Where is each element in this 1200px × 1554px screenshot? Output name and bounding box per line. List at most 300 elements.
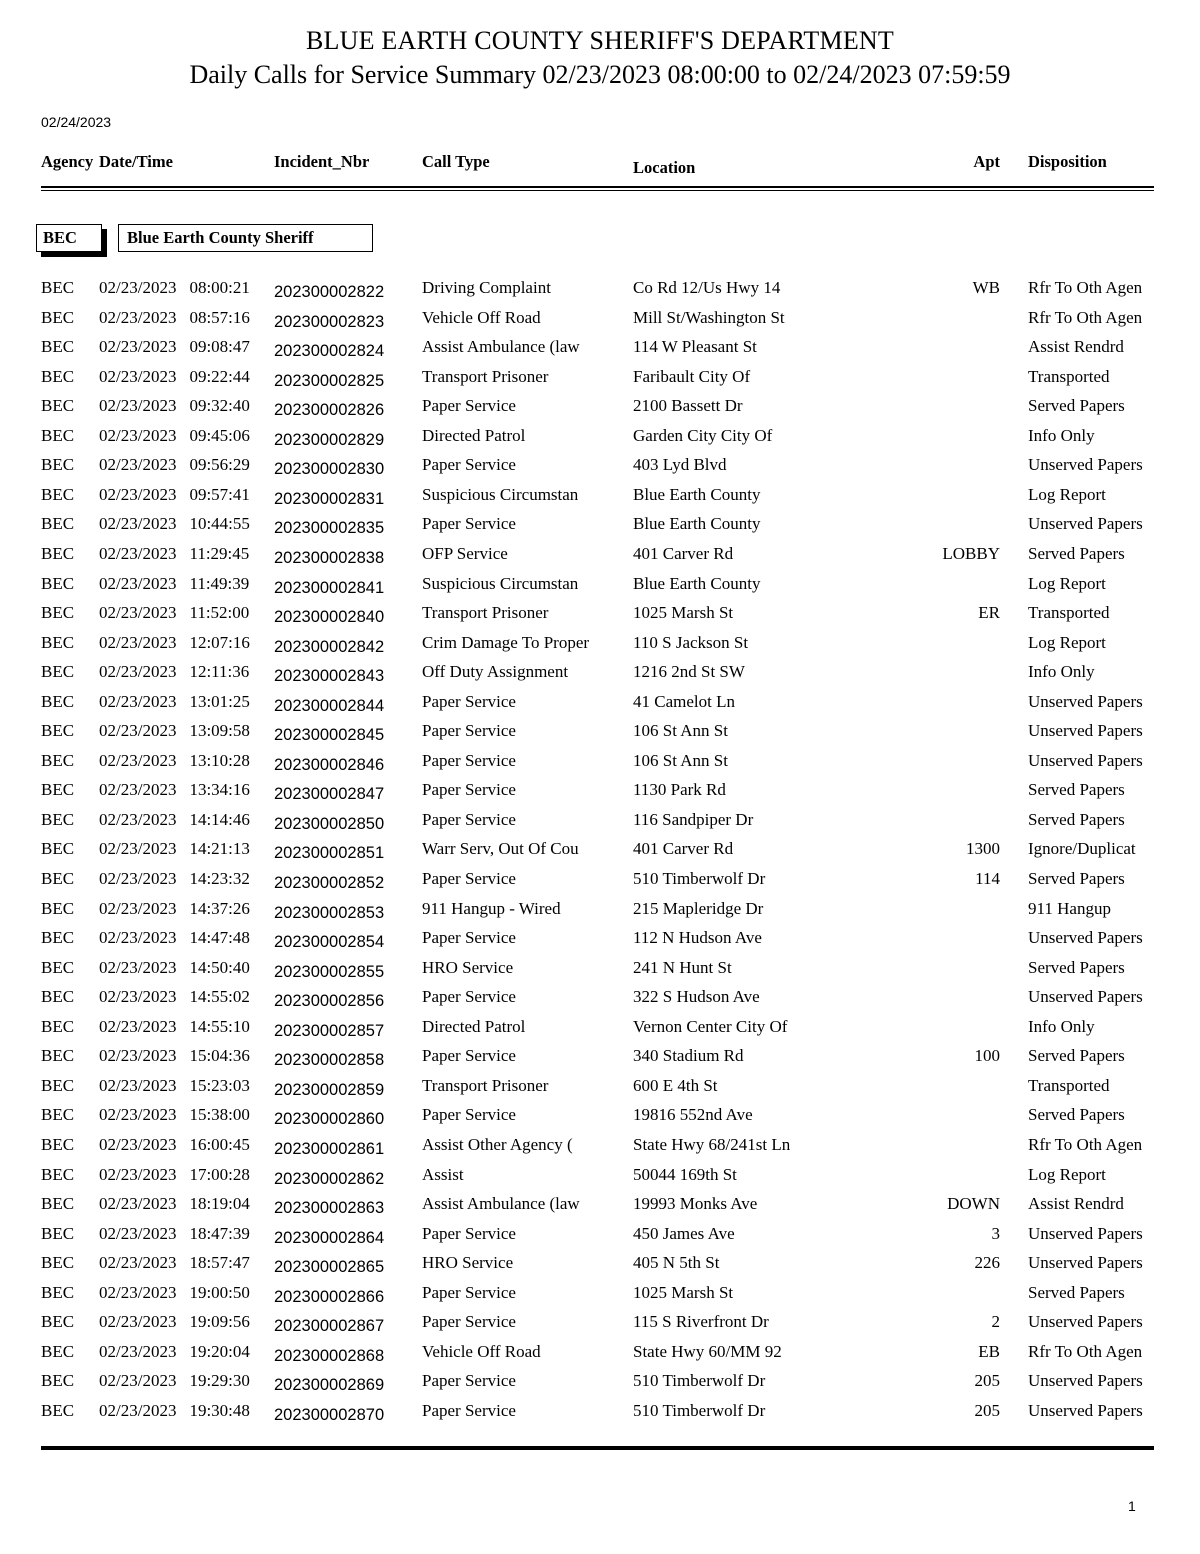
page-title: BLUE EARTH COUNTY SHERIFF'S DEPARTMENT — [306, 26, 894, 55]
cell-call-type: Paper Service — [422, 514, 516, 534]
cell-date: 02/23/2023 — [99, 987, 177, 1007]
cell-location: 510 Timberwolf Dr — [633, 869, 766, 888]
cell-apt: 226 — [974, 1253, 1000, 1273]
cell-time: 12:07:16 — [189, 632, 250, 652]
cell-call-type: 911 Hangup - Wired — [422, 898, 561, 918]
cell-incident-nbr: 202300002860 — [274, 1110, 385, 1129]
cell-disposition: Unserved Papers — [1028, 1400, 1143, 1420]
cell-location: Vernon Center City Of — [633, 1016, 788, 1036]
column-header-location: Location — [633, 158, 696, 177]
cell-agency: BEC — [41, 1223, 75, 1243]
cell-time: 09:45:06 — [189, 425, 250, 445]
cell-agency: BEC — [41, 1312, 75, 1332]
cell-agency: BEC — [41, 1341, 75, 1361]
cell-location: Mill St/Washington St — [633, 307, 785, 327]
cell-agency: BEC — [41, 691, 75, 711]
run-date: 02/24/2023 — [41, 114, 112, 130]
cell-incident-nbr: 202300002855 — [274, 962, 385, 981]
cell-location: 1025 Marsh St — [633, 603, 734, 623]
cell-time: 11:49:39 — [189, 573, 250, 593]
cell-time: 15:23:03 — [189, 1075, 250, 1095]
table-row — [0, 1371, 1200, 1401]
cell-apt: 2 — [991, 1312, 1000, 1332]
cell-datetime — [99, 633, 250, 653]
cell-disposition: Unserved Papers — [1028, 514, 1143, 534]
cell-disposition: Unserved Papers — [1028, 928, 1143, 948]
cell-incident-nbr: 202300002823 — [274, 312, 385, 331]
cell-apt: ER — [978, 603, 1000, 623]
cell-agency: BEC — [41, 514, 75, 534]
cell-time: 14:21:13 — [189, 839, 250, 859]
cell-agency: BEC — [41, 957, 75, 977]
cell-agency: BEC — [41, 1253, 75, 1273]
cell-time: 14:23:32 — [189, 869, 250, 888]
cell-incident-nbr: 202300002824 — [274, 342, 385, 361]
cell-call-type: Paper Service — [422, 928, 516, 948]
cell-call-type: Vehicle Off Road — [422, 307, 541, 327]
cell-date: 02/23/2023 — [99, 1134, 177, 1154]
cell-agency: BEC — [41, 928, 75, 948]
table-row — [0, 1283, 1200, 1313]
cell-incident-nbr: 202300002861 — [274, 1139, 385, 1158]
cell-call-type: Assist Ambulance (law — [422, 337, 580, 357]
cell-agency: BEC — [41, 1075, 75, 1095]
cell-datetime — [99, 810, 250, 830]
cell-apt: 205 — [974, 1400, 1000, 1420]
cell-location: 401 Carver Rd — [633, 839, 734, 859]
cell-time: 08:00:21 — [189, 278, 250, 297]
cell-incident-nbr: 202300002838 — [274, 548, 385, 567]
cell-disposition: Rfr To Oth Agen — [1028, 1341, 1143, 1361]
table-row — [0, 1105, 1200, 1135]
cell-datetime — [99, 1046, 250, 1066]
cell-agency: BEC — [41, 1016, 75, 1036]
cell-datetime — [99, 603, 249, 623]
cell-disposition: Unserved Papers — [1028, 1371, 1143, 1391]
cell-time: 09:57:41 — [189, 484, 250, 504]
cell-disposition: Log Report — [1028, 573, 1106, 593]
cell-call-type: Paper Service — [422, 1105, 516, 1125]
cell-date: 02/23/2023 — [99, 455, 177, 475]
cell-datetime — [99, 574, 249, 594]
cell-incident-nbr: 202300002847 — [274, 785, 385, 804]
cell-call-type: Off Duty Assignment — [422, 662, 569, 682]
cell-datetime — [99, 396, 250, 416]
cell-time: 14:55:10 — [189, 1016, 250, 1036]
table-row — [0, 1046, 1200, 1076]
cell-time: 08:57:16 — [189, 307, 250, 327]
cell-datetime — [99, 692, 250, 712]
cell-apt: LOBBY — [942, 543, 1000, 563]
table-row — [0, 987, 1200, 1017]
cell-apt: WB — [972, 278, 1000, 297]
cell-apt: 100 — [974, 1046, 1000, 1066]
cell-location: 106 St Ann St — [633, 750, 728, 770]
cell-agency: BEC — [41, 278, 75, 297]
cell-location: 112 N Hudson Ave — [633, 928, 762, 948]
cell-incident-nbr: 202300002867 — [274, 1317, 385, 1336]
table-row — [0, 1224, 1200, 1254]
table-row — [0, 1342, 1200, 1372]
cell-agency: BEC — [41, 307, 75, 327]
cell-disposition: Served Papers — [1028, 957, 1125, 977]
cell-location: 19993 Monks Ave — [633, 1194, 758, 1214]
cell-time: 09:32:40 — [189, 396, 250, 416]
cell-incident-nbr: 202300002864 — [274, 1228, 385, 1247]
cell-location: 600 E 4th St — [633, 1075, 718, 1095]
cell-call-type: Transport Prisoner — [422, 366, 549, 386]
cell-time: 13:34:16 — [189, 780, 250, 800]
cell-call-type: Paper Service — [422, 1371, 516, 1391]
cell-agency: BEC — [41, 1134, 75, 1154]
cell-datetime — [99, 1253, 250, 1273]
cell-datetime — [99, 1224, 250, 1244]
cell-date: 02/23/2023 — [99, 396, 177, 416]
cell-call-type: OFP Service — [422, 543, 508, 563]
table-row — [0, 1017, 1200, 1047]
cell-time: 14:47:48 — [189, 928, 250, 948]
cell-date: 02/23/2023 — [99, 1194, 177, 1214]
cell-location: 1216 2nd St SW — [633, 662, 745, 682]
cell-call-type: Paper Service — [422, 750, 516, 770]
cell-location: 450 James Ave — [633, 1223, 735, 1243]
cell-disposition: Served Papers — [1028, 809, 1125, 829]
table-row — [0, 958, 1200, 988]
cell-disposition: Served Papers — [1028, 543, 1125, 563]
cell-datetime — [99, 1312, 250, 1332]
cell-location: 116 Sandpiper Dr — [633, 809, 754, 829]
cell-disposition: Unserved Papers — [1028, 1253, 1143, 1273]
cell-datetime — [99, 839, 250, 859]
cell-call-type: Driving Complaint — [422, 278, 551, 297]
cell-call-type: Paper Service — [422, 1312, 516, 1332]
cell-date: 02/23/2023 — [99, 839, 177, 859]
cell-incident-nbr: 202300002850 — [274, 814, 385, 833]
cell-call-type: Paper Service — [422, 1046, 516, 1066]
cell-date: 02/23/2023 — [99, 425, 177, 445]
cell-disposition: Served Papers — [1028, 1105, 1125, 1125]
cell-time: 13:01:25 — [189, 691, 250, 711]
cell-location: 106 St Ann St — [633, 721, 728, 741]
table-row — [0, 633, 1200, 663]
cell-location: 405 N 5th St — [633, 1253, 720, 1273]
cell-apt: EB — [978, 1341, 1000, 1361]
cell-call-type: Assist Other Agency ( — [422, 1134, 573, 1154]
cell-location: 340 Stadium Rd — [633, 1046, 744, 1066]
cell-call-type: Suspicious Circumstan — [422, 484, 579, 504]
table-row — [0, 1253, 1200, 1283]
table-row — [0, 544, 1200, 574]
table-row — [0, 780, 1200, 810]
cell-call-type: Transport Prisoner — [422, 603, 549, 623]
cell-datetime — [99, 899, 250, 919]
cell-date: 02/23/2023 — [99, 632, 177, 652]
cell-location: 115 S Riverfront Dr — [633, 1312, 769, 1332]
cell-datetime — [99, 485, 250, 505]
cell-incident-nbr: 202300002870 — [274, 1405, 385, 1424]
cell-agency: BEC — [41, 632, 75, 652]
cell-location: 19816 552nd Ave — [633, 1105, 753, 1125]
cell-location: 241 N Hunt St — [633, 957, 732, 977]
cell-incident-nbr: 202300002831 — [274, 489, 385, 508]
cell-incident-nbr: 202300002829 — [274, 430, 385, 449]
cell-agency: BEC — [41, 839, 75, 859]
cell-date: 02/23/2023 — [99, 603, 177, 623]
cell-agency: BEC — [41, 543, 75, 563]
cell-agency: BEC — [41, 337, 75, 357]
column-header-call-type: Call Type — [422, 152, 490, 171]
cell-disposition: Rfr To Oth Agen — [1028, 278, 1143, 297]
table-row — [0, 751, 1200, 781]
cell-agency: BEC — [41, 573, 75, 593]
cell-disposition: Assist Rendrd — [1028, 1194, 1124, 1214]
cell-agency: BEC — [41, 1105, 75, 1125]
cell-location: State Hwy 68/241st Ln — [633, 1134, 791, 1154]
report-header — [0, 0, 1200, 92]
cell-incident-nbr: 202300002845 — [274, 726, 385, 745]
cell-time: 18:57:47 — [189, 1253, 250, 1273]
cell-time: 11:52:00 — [189, 603, 250, 623]
cell-incident-nbr: 202300002841 — [274, 578, 385, 597]
cell-date: 02/23/2023 — [99, 898, 177, 918]
cell-call-type: Transport Prisoner — [422, 1075, 549, 1095]
cell-time: 17:00:28 — [189, 1164, 250, 1184]
cell-datetime — [99, 1017, 250, 1037]
cell-apt: 3 — [991, 1223, 1000, 1243]
cell-agency: BEC — [41, 603, 75, 623]
table-row — [0, 514, 1200, 544]
cell-datetime — [99, 987, 250, 1007]
agency-name-box — [118, 224, 373, 252]
cell-location: 1025 Marsh St — [633, 1282, 734, 1302]
cell-disposition: Served Papers — [1028, 869, 1125, 888]
cell-agency: BEC — [41, 987, 75, 1007]
cell-disposition: Log Report — [1028, 1164, 1106, 1184]
cell-agency: BEC — [41, 484, 75, 504]
cell-agency: BEC — [41, 662, 75, 682]
cell-location: Co Rd 12/Us Hwy 14 — [633, 278, 781, 297]
table-row — [0, 1194, 1200, 1224]
cell-datetime — [99, 1135, 250, 1155]
cell-apt: 1300 — [966, 839, 1000, 859]
table-row — [0, 426, 1200, 456]
cell-disposition: Unserved Papers — [1028, 691, 1143, 711]
cell-disposition: Info Only — [1028, 1016, 1095, 1036]
cell-incident-nbr: 202300002846 — [274, 755, 385, 774]
cell-date: 02/23/2023 — [99, 928, 177, 948]
cell-disposition: Served Papers — [1028, 1046, 1125, 1066]
cell-call-type: Assist Ambulance (law — [422, 1194, 580, 1214]
cell-time: 09:08:47 — [189, 337, 250, 357]
cell-time: 15:04:36 — [189, 1046, 250, 1066]
column-header-datetime: Date/Time — [99, 152, 173, 171]
agency-code-label: BEC — [43, 228, 77, 247]
cell-agency: BEC — [41, 721, 75, 741]
cell-disposition: Transported — [1028, 1075, 1110, 1095]
cell-call-type: Assist — [422, 1164, 464, 1184]
cell-incident-nbr: 202300002843 — [274, 667, 385, 686]
cell-time: 19:09:56 — [189, 1312, 250, 1332]
cell-datetime — [99, 278, 250, 298]
column-header-apt: Apt — [973, 152, 1000, 171]
cell-date: 02/23/2023 — [99, 366, 177, 386]
table-row — [0, 810, 1200, 840]
cell-call-type: Paper Service — [422, 396, 516, 416]
cell-date: 02/23/2023 — [99, 1282, 177, 1302]
cell-datetime — [99, 1371, 250, 1391]
cell-incident-nbr: 202300002865 — [274, 1258, 385, 1277]
cell-disposition: Unserved Papers — [1028, 750, 1143, 770]
cell-location: Garden City City Of — [633, 425, 773, 445]
cell-location: State Hwy 60/MM 92 — [633, 1341, 782, 1361]
cell-incident-nbr: 202300002854 — [274, 933, 385, 952]
cell-date: 02/23/2023 — [99, 484, 177, 504]
cell-call-type: HRO Service — [422, 1253, 514, 1273]
cell-date: 02/23/2023 — [99, 1312, 177, 1332]
cell-location: 50044 169th St — [633, 1164, 737, 1184]
cell-time: 18:19:04 — [189, 1194, 250, 1214]
cell-datetime — [99, 1283, 250, 1303]
page-number: 1 — [1128, 1498, 1136, 1514]
cell-time: 15:38:00 — [189, 1105, 250, 1125]
cell-location: 114 W Pleasant St — [633, 337, 757, 357]
cell-incident-nbr: 202300002826 — [274, 401, 385, 420]
cell-call-type: Directed Patrol — [422, 1016, 526, 1036]
cell-datetime — [99, 455, 250, 475]
cell-datetime — [99, 337, 250, 357]
cell-datetime — [99, 1342, 250, 1362]
cell-incident-nbr: 202300002844 — [274, 696, 385, 715]
cell-incident-nbr: 202300002830 — [274, 460, 385, 479]
table-row — [0, 1135, 1200, 1165]
cell-agency: BEC — [41, 425, 75, 445]
cell-disposition: Ignore/Duplicat — [1028, 839, 1136, 859]
cell-datetime — [99, 1165, 250, 1185]
cell-agency: BEC — [41, 366, 75, 386]
cell-time: 09:56:29 — [189, 455, 250, 475]
cell-date: 02/23/2023 — [99, 337, 177, 357]
cell-time: 14:50:40 — [189, 957, 250, 977]
footer-divider — [41, 1446, 1154, 1450]
cell-agency: BEC — [41, 455, 75, 475]
cell-datetime — [99, 1401, 250, 1421]
table-row — [0, 455, 1200, 485]
cell-call-type: Crim Damage To Proper — [422, 632, 590, 652]
cell-datetime — [99, 1194, 250, 1214]
cell-disposition: Served Papers — [1028, 780, 1125, 800]
cell-time: 10:44:55 — [189, 514, 250, 534]
cell-date: 02/23/2023 — [99, 1016, 177, 1036]
cell-date: 02/23/2023 — [99, 1046, 177, 1066]
cell-time: 14:37:26 — [189, 898, 250, 918]
cell-datetime — [99, 426, 250, 446]
cell-agency: BEC — [41, 898, 75, 918]
cell-datetime — [99, 958, 250, 978]
table-row — [0, 485, 1200, 515]
cell-time: 19:20:04 — [189, 1341, 250, 1361]
table-row — [0, 1165, 1200, 1195]
cell-call-type: Paper Service — [422, 809, 516, 829]
cell-location: 110 S Jackson St — [633, 632, 749, 652]
cell-incident-nbr: 202300002866 — [274, 1287, 385, 1306]
cell-disposition: Unserved Papers — [1028, 987, 1143, 1007]
cell-date: 02/23/2023 — [99, 1164, 177, 1184]
cell-agency: BEC — [41, 1400, 75, 1420]
cell-datetime — [99, 1076, 250, 1096]
cell-call-type: Paper Service — [422, 987, 516, 1007]
table-row — [0, 308, 1200, 338]
cell-disposition: Served Papers — [1028, 396, 1125, 416]
cell-time: 13:09:58 — [189, 721, 250, 741]
cell-incident-nbr: 202300002852 — [274, 874, 385, 892]
cell-location: Blue Earth County — [633, 514, 761, 534]
cell-incident-nbr: 202300002853 — [274, 903, 385, 922]
column-header-agency: Agency — [41, 152, 94, 171]
cell-location: 510 Timberwolf Dr — [633, 1400, 766, 1420]
cell-incident-nbr: 202300002862 — [274, 1169, 385, 1188]
cell-agency: BEC — [41, 1371, 75, 1391]
cell-disposition: Served Papers — [1028, 1282, 1125, 1302]
cell-disposition: Rfr To Oth Agen — [1028, 1134, 1143, 1154]
table-row — [0, 603, 1200, 633]
table-row — [0, 899, 1200, 929]
cell-location: 403 Lyd Blvd — [633, 455, 727, 475]
cell-date: 02/23/2023 — [99, 662, 177, 682]
cell-datetime — [99, 928, 250, 948]
cell-location: 215 Mapleridge Dr — [633, 898, 764, 918]
cell-location: Blue Earth County — [633, 484, 761, 504]
cell-call-type: Suspicious Circumstan — [422, 573, 579, 593]
cell-incident-nbr: 202300002868 — [274, 1346, 385, 1365]
table-row — [0, 869, 1200, 899]
cell-datetime — [99, 869, 250, 889]
cell-apt: 114 — [975, 869, 1000, 888]
cell-call-type: Paper Service — [422, 721, 516, 741]
cell-date: 02/23/2023 — [99, 1075, 177, 1095]
cell-incident-nbr: 202300002851 — [274, 844, 385, 863]
cell-call-type: Vehicle Off Road — [422, 1341, 541, 1361]
cell-incident-nbr: 202300002857 — [274, 1021, 385, 1040]
cell-location: 322 S Hudson Ave — [633, 987, 760, 1007]
cell-agency: BEC — [41, 750, 75, 770]
cell-time: 18:47:39 — [189, 1223, 250, 1243]
cell-location: 1130 Park Rd — [633, 780, 726, 800]
agency-name-label: Blue Earth County Sheriff — [127, 228, 314, 247]
cell-time: 19:29:30 — [189, 1371, 250, 1391]
cell-datetime — [99, 780, 250, 800]
cell-time: 19:30:48 — [189, 1400, 250, 1420]
cell-incident-nbr: 202300002822 — [274, 283, 385, 301]
header-divider — [41, 186, 1154, 191]
cell-datetime — [99, 308, 250, 328]
cell-datetime — [99, 544, 249, 564]
table-row — [0, 1401, 1200, 1431]
cell-apt: 205 — [974, 1371, 1000, 1391]
cell-date: 02/23/2023 — [99, 1223, 177, 1243]
cell-date: 02/23/2023 — [99, 1341, 177, 1361]
table-row — [0, 1076, 1200, 1106]
cell-datetime — [99, 721, 250, 741]
cell-time: 14:55:02 — [189, 987, 250, 1007]
cell-disposition: Transported — [1028, 603, 1110, 623]
cell-disposition: Rfr To Oth Agen — [1028, 307, 1143, 327]
table-row — [0, 337, 1200, 367]
cell-call-type: Paper Service — [422, 869, 516, 888]
cell-disposition: Unserved Papers — [1028, 1223, 1143, 1243]
table-row — [0, 721, 1200, 751]
table-row — [0, 928, 1200, 958]
cell-location: Faribault City Of — [633, 366, 751, 386]
